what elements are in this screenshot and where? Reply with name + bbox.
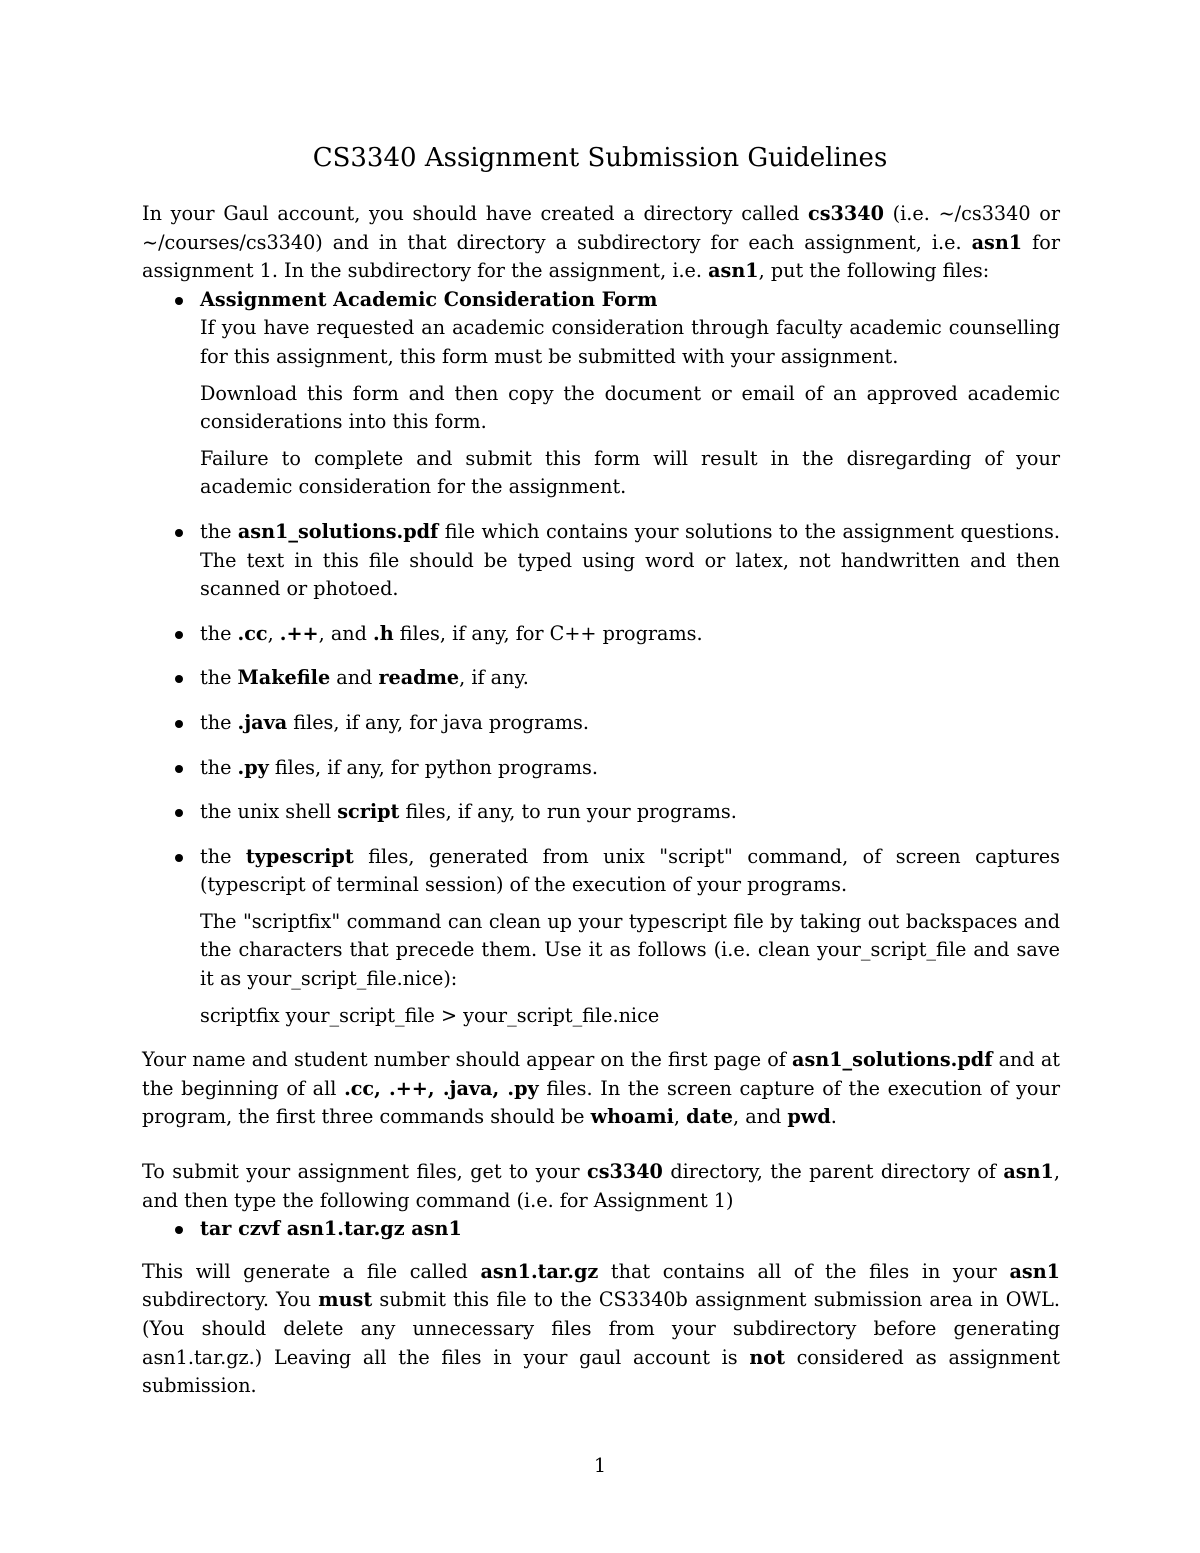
page-number: 1 [593,1454,607,1477]
submit-paragraph: To submit your assignment files, get to your cs3340 directory, the parent directory of asn1, and then type the following command (i.e. for Assignment 1) [142,1160,1060,1212]
form-paragraph-2: Download this form and then copy the document or email of an approved academic considerations into this form. [200,381,1060,434]
name-number-paragraph: Your name and student number should appear on the first page of asn1_solutions.pdf and at the beginning of all .cc, .++, .java, .py files. In the screen capture of the execution of your program, the first three commands should be whoami, date, and pwd. [142,1048,1060,1129]
intro-text-1: In your Gaul account, you should have created a directory called [142,202,809,225]
scriptfix-command: scriptfix your_script_file > your_script_file.nice [200,1003,660,1027]
list-item-java-files: the .java files, if any, for java programs. [142,709,1060,738]
final-paragraph: This will generate a file called asn1.tar.gz that contains all of the files in your asn1 subdirectory. You must submit this file to the CS3340b assignment submission area in OWL. (You should delete any unnecessary files from your subdirectory before generating asn1.tar.gz.) Leaving all the files in your gaul account is not considered as assignment submission. [142,1259,1060,1398]
document-body [142,200,1060,1401]
list-item-cpp-files: the .cc, .++, and .h files, if any, for C++ programs. [142,620,1060,649]
scriptfix-paragraph: The "scriptfix" command can clean up your typescript file by taking out backspaces and the characters that precede them. Use it as follows (i.e. clean your_script_file and save it as your_script_file.nice): [200,909,1060,991]
document-title: CS3340 Assignment Submission Guidelines [312,143,888,173]
intro-paragraph [142,200,1060,286]
form-paragraph-1: If you have requested an academic consideration through faculty academic counselling for this assignment, this form must be submitted with your assignment. [200,316,1060,368]
list-item-typescript-files: the typescript files, generated from unix "script" command, of screen captures (typescript of terminal session) of the execution of your programs. The "scriptfix" command can clean up your typescript file by taking out backspaces and the characters that precede them. Use it as follows (i.e. clean your_script_file and save it as your_script_file.nice): scriptfix your_script_file > your_script_file.nice [142,843,1060,1031]
form-heading: Assignment Academic Consideration Form [200,287,658,311]
intro-bold-asn1: asn1 [971,230,1023,254]
intro-bold-asn1-2: asn1 [708,259,759,283]
intro-text-4: , put the following files: [758,259,990,283]
list-item-script-files: the unix shell script files, if any, to run your programs. [142,798,1060,827]
form-paragraph-3: Failure to complete and submit this form will result in the disregarding of your academic consideration for the assignment. [200,446,1060,499]
list-item-python-files: the .py files, if any, for python programs. [142,754,1060,783]
required-files-list [142,286,1060,1030]
solutions-filename: asn1_solutions.pdf [237,519,439,543]
list-item-solutions-pdf: the asn1_solutions.pdf file which contains your solutions to the assignment questions. The text in this file should be typed using word or latex, not handwritten and then scanned or photoed. [142,518,1060,604]
list-item-consideration-form [142,286,1060,502]
list-item-makefile: the Makefile and readme, if any. [142,664,1060,693]
tar-command-list [142,1215,1060,1244]
list-item-tar-command [142,1215,1060,1244]
tar-command: tar czvf asn1.tar.gz asn1 [200,1217,462,1241]
intro-text-3: for assignment 1. In the subdirectory for the assignment, i.e. [142,230,1060,283]
intro-text-2: (i.e. ~/cs3340 or ~/courses/cs3340) and in that directory a subdirectory for each assignment, i.e. [142,202,1060,254]
intro-bold-dir: cs3340 [808,202,884,225]
